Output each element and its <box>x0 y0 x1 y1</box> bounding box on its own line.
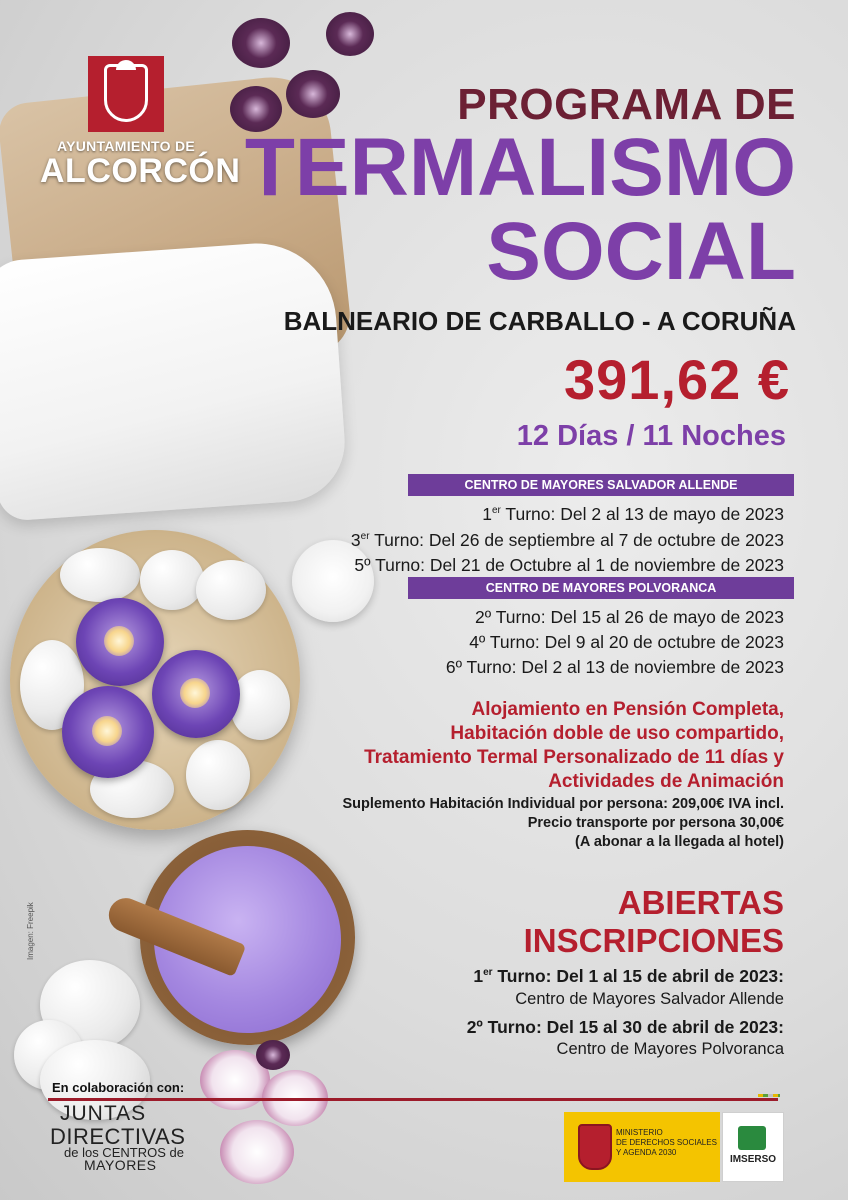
turno-line: 4º Turno: Del 9 al 20 de octubre de 2023 <box>469 631 784 652</box>
turno-line: 2º Turno: Del 15 al 26 de mayo de 2023 <box>475 606 784 627</box>
registration-center: Centro de Mayores Salvador Allende <box>515 990 784 1008</box>
title-line-2: TERMALISMO <box>244 122 796 213</box>
white-stone <box>140 550 204 610</box>
juntas-logo-line-1: JUNTAS <box>60 1102 147 1125</box>
image-credit: Imagen: Freepik <box>26 902 35 960</box>
orchid-flower-icon <box>326 12 374 56</box>
registration-period: 2º Turno: Del 15 al 30 de abril de 2023: <box>466 1016 784 1037</box>
white-orchid-icon <box>220 1120 294 1184</box>
white-stone <box>186 740 250 810</box>
price: 391,62 € <box>564 348 790 411</box>
center-header-allende: CENTRO DE MAYORES SALVADOR ALLENDE <box>408 474 794 496</box>
white-stone <box>196 560 266 620</box>
juntas-logo-line-4: MAYORES <box>84 1157 157 1173</box>
imserso-mark-icon <box>738 1126 766 1150</box>
turno-line: 1er Turno: Del 2 al 13 de mayo de 2023 <box>482 503 784 524</box>
turno-line: 6º Turno: Del 2 al 13 de noviembre de 2023 <box>445 656 784 677</box>
includes-line: Tratamiento Termal Personalizado de 11 días y <box>364 747 784 768</box>
footer-divider <box>48 1098 778 1101</box>
juntas-logo-line-3: de los CENTROS de <box>64 1145 184 1160</box>
location: BALNEARIO DE CARBALLO - A CORUÑA <box>283 306 796 336</box>
duration: 12 Días / 11 Noches <box>516 420 786 452</box>
title-line-1: PROGRAMA DE <box>457 80 796 129</box>
ministry-text: MINISTERIO DE DERECHOS SOCIALES Y AGENDA 2030 <box>616 1128 717 1157</box>
supplement-line: Suplemento Habitación Individual por persona: 209,00€ IVA incl. <box>342 796 784 812</box>
candle-flame-icon <box>180 678 210 708</box>
juntas-logo-line-2: DIRECTIVAS <box>50 1124 186 1149</box>
supplement-line: (A abonar a la llegada al hotel) <box>575 834 784 850</box>
registration-heading-2: INSCRIPCIONES <box>523 922 784 959</box>
orchid-flower-icon <box>232 18 290 68</box>
spain-shield-icon <box>578 1124 612 1170</box>
white-stone <box>230 670 290 740</box>
center-header-polvoranca: CENTRO DE MAYORES POLVORANCA <box>408 577 794 599</box>
logo-line-1: AYUNTAMIENTO DE <box>56 138 196 154</box>
color-marks <box>758 1094 780 1097</box>
orchid-flower-icon <box>286 70 340 118</box>
crest-icon <box>104 64 148 122</box>
registration-period: 1er Turno: Del 1 al 15 de abril de 2023: <box>473 965 784 986</box>
orchid-bud-icon <box>256 1040 290 1070</box>
supplement-line: Precio transporte por persona 30,00€ <box>527 815 784 831</box>
candle-flame-icon <box>104 626 134 656</box>
turno-line: 3er Turno: Del 26 de septiembre al 7 de octubre de 2023 <box>350 529 784 550</box>
includes-line: Actividades de Animación <box>548 771 784 792</box>
white-towel-image <box>0 238 349 522</box>
logo-line-2: ALCORCÓN <box>40 152 241 190</box>
collaboration-label: En colaboración con: <box>52 1080 185 1095</box>
registration-heading-1: ABIERTAS <box>617 884 784 921</box>
turno-line: 5º Turno: Del 21 de Octubre al 1 de noviembre de 2023 <box>354 554 784 575</box>
includes-line: Habitación doble de uso compartido, <box>450 723 784 744</box>
imserso-label: IMSERSO <box>729 1154 777 1165</box>
title-line-3: SOCIAL <box>486 206 796 297</box>
white-stone <box>60 548 140 602</box>
registration-center: Centro de Mayores Polvoranca <box>556 1040 784 1058</box>
includes-line: Alojamiento en Pensión Completa, <box>471 699 784 720</box>
candle-flame-icon <box>92 716 122 746</box>
